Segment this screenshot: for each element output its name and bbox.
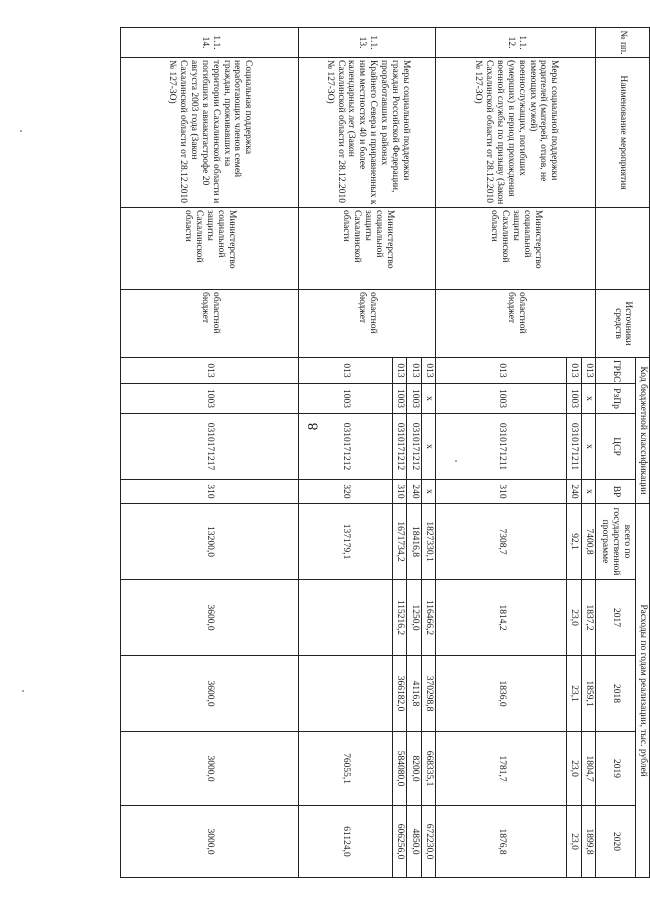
cell-rzpr: 1003	[121, 384, 299, 414]
cell-2019: 1804,7	[581, 732, 596, 806]
cell-rzpr: 1003	[299, 384, 392, 414]
header-total: всего по государственной программе	[596, 504, 636, 580]
header-csr: ЦСР	[596, 414, 636, 480]
cell-2019: 8200,0	[407, 732, 422, 806]
scan-speck	[22, 690, 24, 692]
cell-2017: 1250,0	[407, 580, 422, 656]
budget-table	[120, 27, 650, 878]
row-source: областной бюджет	[121, 290, 299, 358]
cell-2018	[299, 656, 392, 732]
cell-2017	[299, 580, 392, 656]
cell-rzpr: 1003	[407, 384, 422, 414]
cell-2019: 76055,1	[299, 732, 392, 806]
page-number: 8	[305, 422, 322, 431]
cell-2017: 23,0	[567, 580, 582, 656]
scan-speck	[20, 130, 22, 132]
header-2020: 2020	[596, 806, 636, 878]
header-expenses-group: Расходы по годам реализации, тыс. рублей	[636, 504, 650, 878]
cell-total: 1671734,2	[392, 504, 407, 580]
cell-2018: 4116,8	[407, 656, 422, 732]
cell-rzpr: x	[581, 384, 596, 414]
cell-2020: 1876,8	[436, 806, 567, 878]
row-executor: Министерство социальной защиты Сахалинской области	[121, 208, 299, 290]
cell-2018: 1836,0	[436, 656, 567, 732]
cell-vr: 310	[121, 480, 299, 504]
cell-total: 7308,7	[436, 504, 567, 580]
cell-rzpr: 1003	[436, 384, 567, 414]
cell-grbs: 013	[121, 358, 299, 384]
table-row	[421, 28, 436, 878]
cell-grbs: 013	[567, 358, 582, 384]
cell-grbs: 013	[421, 358, 436, 384]
cell-vr: x	[581, 480, 596, 504]
cell-csr: 0310171212	[392, 414, 407, 480]
cell-rzpr: 1003	[567, 384, 582, 414]
cell-csr: 0310171212	[407, 414, 422, 480]
row-source: областной бюджет	[436, 290, 596, 358]
cell-grbs: 013	[407, 358, 422, 384]
cell-2020: 23,0	[567, 806, 582, 878]
cell-rzpr: 1003	[392, 384, 407, 414]
header-num: № пп.	[596, 28, 650, 58]
header-name: Наименование мероприятия	[596, 58, 650, 208]
cell-csr: 0310171212	[299, 414, 392, 480]
header-grbs: ГРБС	[596, 358, 636, 384]
header-2019: 2019	[596, 732, 636, 806]
cell-2018: 3600,0	[121, 656, 299, 732]
cell-vr: 310	[392, 480, 407, 504]
cell-2017: 1814,2	[436, 580, 567, 656]
cell-2018: 23,1	[567, 656, 582, 732]
row-name: Социальная поддержка неработающих членов семей граждан, проживавших на территории Сахалинской области и погибших в авиакатастрофе 20 августа 2003 года (Закон Сахалинской области от 28.12.2010 № 127-ЗО)	[121, 58, 299, 208]
cell-total: 13200,0	[121, 504, 299, 580]
cell-grbs: 013	[392, 358, 407, 384]
row-num: 1.1. 12.	[436, 28, 596, 58]
cell-total: 18416,8	[407, 504, 422, 580]
cell-total: 1827330,1	[421, 504, 436, 580]
cell-csr: x	[421, 414, 436, 480]
row-executor: Министерство социальной защиты Сахалинской области	[299, 208, 436, 290]
cell-2018: 1859,1	[581, 656, 596, 732]
cell-2020: 606256,0	[392, 806, 407, 878]
row-name: Меры социальной поддержки родителей (матерей, отцов, не имеющих мужей) военнослужащих, погибших (умерших) в период прохождения военной службы по призыву (Закон Сахалинской области от 28.12.2010 № 127-ЗО)	[436, 58, 596, 208]
scan-speck	[455, 460, 457, 462]
row-num: 1.1. 13.	[299, 28, 436, 58]
header-vr: ВР	[596, 480, 636, 504]
row-name: Меры социальной поддержки граждан Российской Федерации, проработавших в районах Крайнего Севера и приравненных к ним местностях 40 и более календарных лет (Закон Сахалинской области от 28.12.2010 № 127-ЗО)	[299, 58, 436, 208]
cell-csr: 0310171211	[567, 414, 582, 480]
cell-2020: 61124,0	[299, 806, 392, 878]
cell-grbs: 013	[299, 358, 392, 384]
cell-2017: 1837,2	[581, 580, 596, 656]
cell-2018: 366182,0	[392, 656, 407, 732]
table-row	[581, 28, 596, 878]
cell-total: 92,1	[567, 504, 582, 580]
header-rzpr: РзПр	[596, 384, 636, 414]
cell-2019: 3000,0	[121, 732, 299, 806]
cell-grbs: 013	[581, 358, 596, 384]
cell-vr: 320	[299, 480, 392, 504]
cell-vr: 240	[567, 480, 582, 504]
header-2017: 2017	[596, 580, 636, 656]
cell-rzpr: x	[421, 384, 436, 414]
cell-2019: 23,0	[567, 732, 582, 806]
header-executor	[596, 208, 650, 290]
cell-2020: 3000,0	[121, 806, 299, 878]
cell-vr: x	[421, 480, 436, 504]
cell-total: 7400,8	[581, 504, 596, 580]
budget-table-rotated	[120, 27, 650, 877]
cell-2017: 115216,2	[392, 580, 407, 656]
cell-vr: 240	[407, 480, 422, 504]
header-source: Источники средств	[596, 290, 650, 358]
cell-csr: 0310171217	[121, 414, 299, 480]
cell-csr: x	[581, 414, 596, 480]
cell-2020: 672230,0	[421, 806, 436, 878]
cell-2017: 3600,0	[121, 580, 299, 656]
cell-2018: 370298,8	[421, 656, 436, 732]
cell-grbs: 013	[436, 358, 567, 384]
cell-2020: 1899,8	[581, 806, 596, 878]
cell-total: 137179,1	[299, 504, 392, 580]
header-kbk-group: Код бюджетной классификации	[636, 358, 650, 504]
cell-2019: 1781,7	[436, 732, 567, 806]
row-executor: Министерство социальной защиты Сахалинской области	[436, 208, 596, 290]
table-row	[121, 28, 299, 878]
cell-2019: 584080,0	[392, 732, 407, 806]
cell-2019: 668335,1	[421, 732, 436, 806]
row-source: областной бюджет	[299, 290, 436, 358]
cell-2020: 4850,0	[407, 806, 422, 878]
cell-vr: 310	[436, 480, 567, 504]
row-num: 1.1. 14.	[121, 28, 299, 58]
cell-csr: 0310171211	[436, 414, 567, 480]
cell-2017: 116466,2	[421, 580, 436, 656]
header-2018: 2018	[596, 656, 636, 732]
